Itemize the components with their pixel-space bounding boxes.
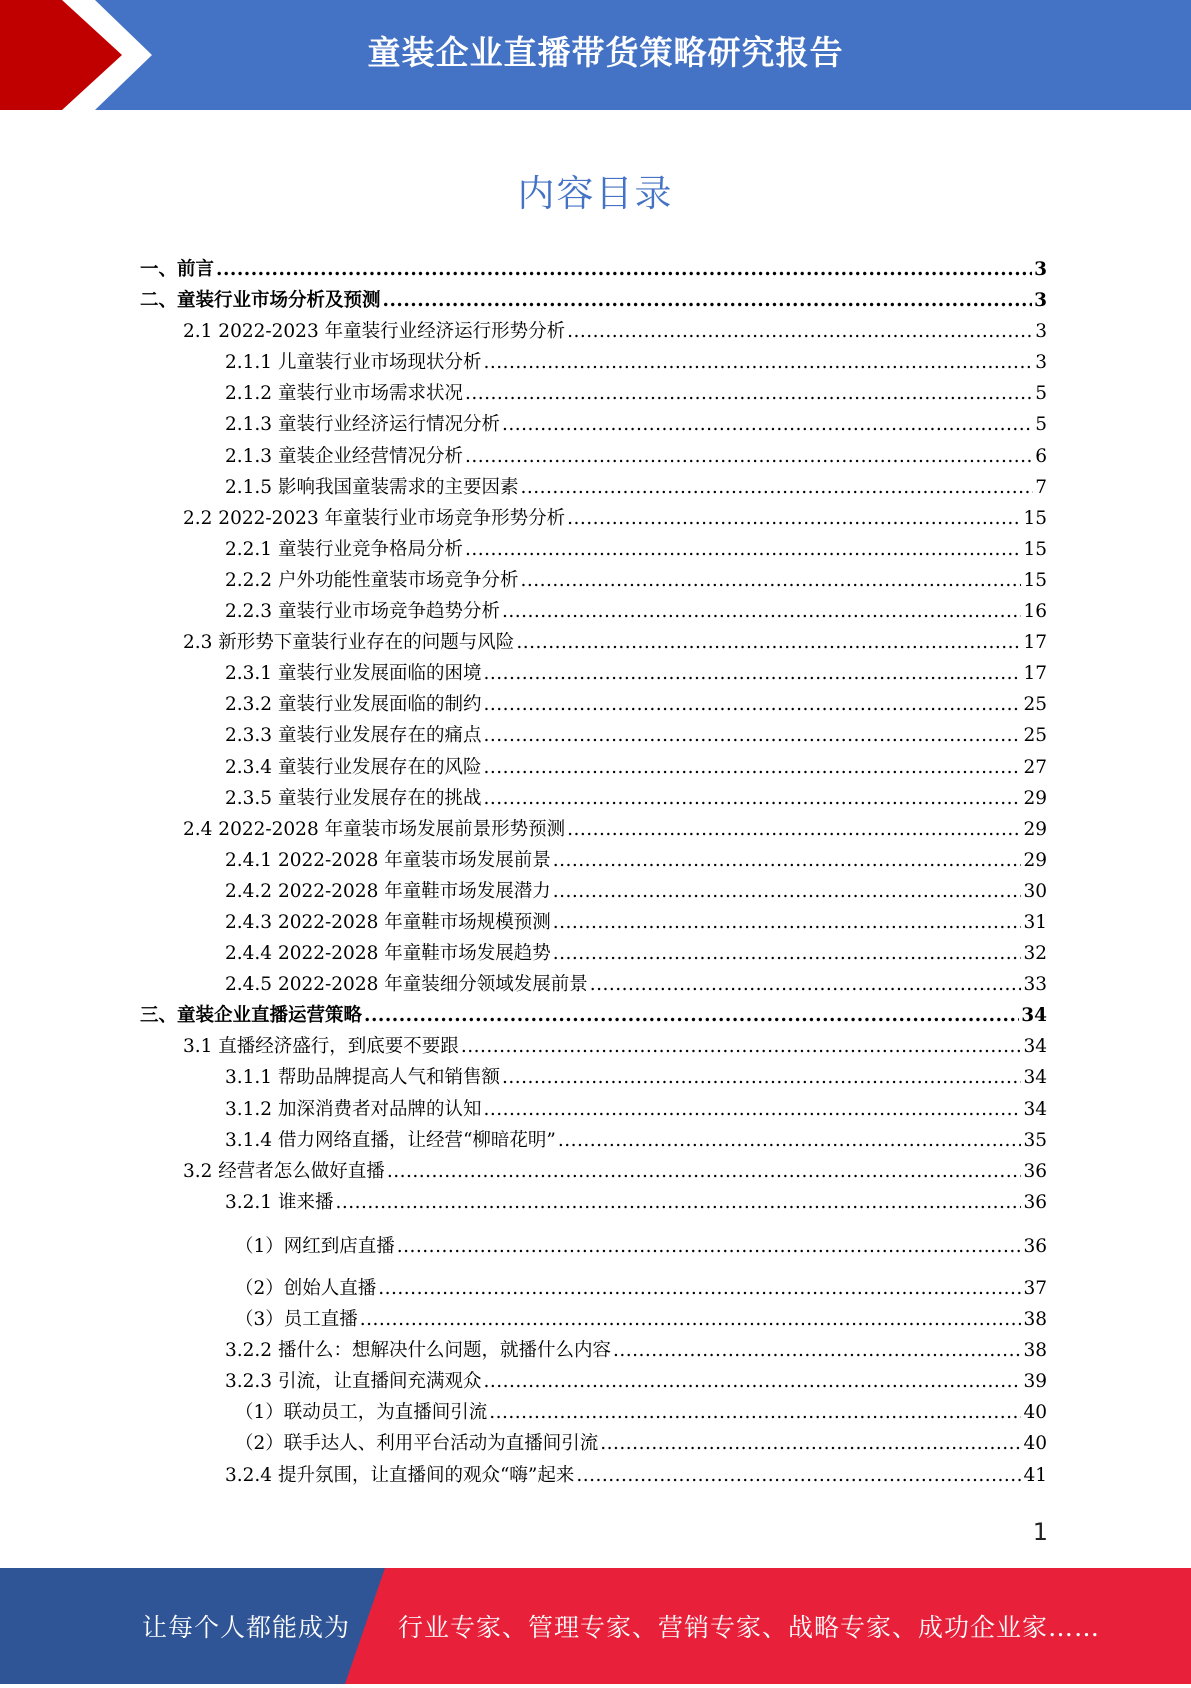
- toc-leader-dots: [483, 352, 1033, 373]
- toc-entry-page: 3: [1034, 259, 1047, 280]
- toc-entry[interactable]: [140, 1232, 1047, 1263]
- toc-entry[interactable]: [140, 970, 1047, 1001]
- toc-entry[interactable]: [140, 348, 1047, 379]
- toc-leader-dots: [483, 788, 1021, 809]
- toc-entry-label: 2.2 2022-2023 年童装行业市场竞争形势分析: [183, 507, 566, 529]
- toc-entry-page: 3: [1034, 290, 1047, 312]
- toc-leader-dots: [567, 819, 1021, 840]
- toc-entry[interactable]: [140, 1336, 1047, 1367]
- table-of-contents: [140, 255, 1047, 1492]
- toc-entry[interactable]: [140, 255, 1047, 286]
- toc-leader-dots: [489, 1402, 1021, 1423]
- toc-entry-label: 3.1 直播经济盛行，到底要不要跟: [183, 1036, 459, 1058]
- toc-entry[interactable]: [140, 1398, 1047, 1429]
- toc-entry[interactable]: [140, 690, 1047, 721]
- toc-entry[interactable]: [140, 877, 1047, 908]
- toc-leader-dots: [461, 1036, 1022, 1057]
- toc-entry-page: 5: [1035, 414, 1047, 436]
- toc-entry-page: 39: [1023, 1371, 1047, 1393]
- toc-leader-dots: [553, 881, 1022, 902]
- toc-leader-dots: [383, 290, 1033, 311]
- toc-entry-label: 2.1.1 儿童装行业市场现状分析: [225, 352, 482, 374]
- toc-leader-dots: [364, 1005, 1019, 1026]
- toc-leader-dots: [553, 912, 1022, 933]
- toc-leader-dots: [553, 850, 1022, 871]
- toc-entry[interactable]: [140, 535, 1047, 566]
- toc-entry-page: 16: [1023, 601, 1047, 623]
- toc-entry-label: 3.1.1 帮助品牌提高人气和销售额: [225, 1067, 500, 1089]
- toc-leader-dots: [335, 1192, 1021, 1213]
- toc-entry-page: 31: [1023, 911, 1047, 933]
- page-header: [0, 0, 1191, 110]
- toc-leader-dots: [360, 1309, 1022, 1330]
- toc-leader-dots: [502, 1067, 1021, 1088]
- toc-entry-page: 29: [1023, 849, 1047, 871]
- toc-leader-dots: [558, 1130, 1022, 1151]
- toc-entry[interactable]: [140, 628, 1047, 659]
- toc-entry[interactable]: [140, 1032, 1047, 1063]
- toc-leader-dots: [216, 259, 1032, 280]
- toc-entry-label: 3.2.2 播什么：想解决什么问题，就播什么内容: [225, 1340, 611, 1362]
- toc-entry[interactable]: [140, 659, 1047, 690]
- toc-entry-label: 一、前言: [140, 259, 215, 280]
- toc-entry[interactable]: [140, 566, 1047, 597]
- toc-leader-dots: [553, 943, 1022, 964]
- toc-entry-label: 2.2.3 童装行业市场竞争趋势分析: [225, 601, 500, 623]
- toc-entry-label: 2.1 2022-2023 年童装行业经济运行形势分析: [183, 321, 566, 343]
- toc-entry-label: 2.1.2 童装行业市场需求状况: [225, 383, 463, 405]
- toc-entry-page: 38: [1023, 1340, 1047, 1362]
- toc-entry-label: 2.4.5 2022-2028 年童装细分领域发展前景: [225, 974, 588, 996]
- header-title: 童装企业直播带货策略研究报告: [367, 33, 844, 72]
- toc-leader-dots: [576, 1465, 1021, 1486]
- toc-entry-label: 2.4 2022-2028 年童装市场发展前景形势预测: [183, 818, 566, 840]
- toc-entry-label: 3.1.4 借力网络直播，让经营“柳暗花明”: [225, 1129, 556, 1151]
- toc-entry[interactable]: [140, 1001, 1047, 1032]
- toc-entry-page: 32: [1023, 943, 1047, 965]
- toc-entry[interactable]: [140, 1305, 1047, 1336]
- toc-entry-label: 2.3.4 童装行业发展存在的风险: [225, 756, 482, 778]
- toc-entry-label: （2）联手达人、利用平台活动为直播间引流: [235, 1433, 599, 1455]
- toc-entry-page: 29: [1023, 787, 1047, 809]
- toc-entry-page: 34: [1023, 1036, 1047, 1058]
- toc-entry-page: 3: [1035, 352, 1047, 374]
- toc-leader-dots: [613, 1340, 1021, 1361]
- toc-entry-label: 3.1.2 加深消费者对品牌的认知: [225, 1098, 482, 1120]
- toc-entry-label: 2.3.2 童装行业发展面临的制约: [225, 694, 482, 716]
- toc-leader-dots: [567, 508, 1021, 529]
- toc-entry-label: 2.4.3 2022-2028 年童鞋市场规模预测: [225, 911, 551, 933]
- toc-entry-label: 3.2.4 提升氛围，让直播间的观众“嗨”起来: [225, 1464, 575, 1486]
- toc-entry-page: 25: [1023, 725, 1047, 747]
- toc-entry-page: 40: [1023, 1402, 1047, 1424]
- toc-entry[interactable]: [140, 410, 1047, 441]
- toc-leader-dots: [483, 694, 1021, 715]
- toc-entry-label: 三、童装企业直播运营策略: [140, 1005, 363, 1027]
- toc-entry-label: （3）员工直播: [235, 1309, 358, 1331]
- toc-entry-page: 36: [1023, 1235, 1047, 1257]
- toc-entry[interactable]: [140, 1157, 1047, 1188]
- toc-entry-page: 29: [1023, 818, 1047, 840]
- toc-entry-page: 33: [1023, 974, 1047, 996]
- toc-entry-label: 2.1.5 影响我国童装需求的主要因素: [225, 476, 519, 498]
- toc-entry-label: 2.4.2 2022-2028 年童鞋市场发展潜力: [225, 880, 551, 902]
- toc-entry-label: 3.2 经营者怎么做好直播: [183, 1160, 385, 1182]
- toc-entry-label: 2.3.3 童装行业发展存在的痛点: [225, 725, 482, 747]
- toc-entry-page: 36: [1023, 1191, 1047, 1213]
- toc-leader-dots: [502, 601, 1021, 622]
- toc-entry[interactable]: [140, 1461, 1047, 1492]
- toc-entry[interactable]: [140, 1367, 1047, 1398]
- toc-entry-label: 2.1.3 童装行业经济运行情况分析: [225, 414, 500, 436]
- toc-entry-page: 40: [1023, 1433, 1047, 1455]
- toc-entry[interactable]: [140, 597, 1047, 628]
- toc-entry-page: 34: [1021, 1005, 1047, 1027]
- toc-leader-dots: [397, 1236, 1022, 1257]
- toc-entry-page: 35: [1023, 1129, 1047, 1151]
- footer-slogan-left: 让每个人都能成为: [142, 1613, 351, 1642]
- toc-leader-dots: [387, 1161, 1022, 1182]
- toc-entry-page: 27: [1023, 756, 1047, 778]
- toc-entry-label: （2）创始人直播: [235, 1278, 377, 1299]
- toc-entry-page: 34: [1023, 1098, 1047, 1120]
- toc-entry-page: 15: [1023, 507, 1047, 529]
- toc-leader-dots: [483, 663, 1021, 684]
- toc-entry-label: 2.3 新形势下童装行业存在的问题与风险: [183, 632, 515, 654]
- toc-entry[interactable]: [140, 504, 1047, 535]
- toc-entry[interactable]: [140, 317, 1047, 348]
- toc-leader-dots: [520, 477, 1033, 498]
- toc-leader-dots: [465, 383, 1033, 404]
- toc-leader-dots: [483, 725, 1021, 746]
- toc-entry-page: 17: [1023, 663, 1047, 685]
- toc-entry-label: 3.2.3 引流，让直播间充满观众: [225, 1371, 482, 1393]
- toc-entry[interactable]: [140, 784, 1047, 815]
- toc-leader-dots: [590, 974, 1022, 995]
- toc-leader-dots: [520, 570, 1021, 591]
- toc-leader-dots: [516, 632, 1021, 653]
- toc-leader-dots: [483, 1099, 1021, 1120]
- toc-entry-label: 2.4.1 2022-2028 年童装市场发展前景: [225, 849, 551, 871]
- toc-entry-label: 2.4.4 2022-2028 年童鞋市场发展趋势: [225, 943, 551, 965]
- page-footer: [0, 1568, 1191, 1684]
- toc-entry[interactable]: [140, 815, 1047, 846]
- toc-heading: 内容目录: [517, 172, 674, 215]
- toc-entry[interactable]: [140, 286, 1047, 317]
- toc-entry-page: 3: [1035, 321, 1047, 343]
- toc-entry-page: 30: [1023, 880, 1047, 902]
- toc-leader-dots: [483, 1371, 1021, 1392]
- toc-entry-label: （1）联动员工，为直播间引流: [235, 1402, 488, 1424]
- toc-entry[interactable]: [140, 1095, 1047, 1126]
- toc-entry[interactable]: [140, 473, 1047, 504]
- toc-leader-dots: [465, 539, 1021, 560]
- toc-entry-label: 2.3.5 童装行业发展存在的挑战: [225, 787, 482, 809]
- toc-entry-page: 15: [1023, 569, 1047, 591]
- toc-entry-label: 2.1.3 童装企业经营情况分析: [225, 445, 463, 467]
- toc-entry-page: 7: [1035, 476, 1047, 498]
- footer-slogan-right: 行业专家、管理专家、营销专家、战略专家、成功企业家……: [398, 1613, 1101, 1642]
- toc-entry-page: 36: [1023, 1160, 1047, 1182]
- toc-entry-page: 15: [1023, 538, 1047, 560]
- toc-leader-dots: [465, 446, 1033, 467]
- toc-entry-label: 二、童装行业市场分析及预测: [140, 290, 381, 312]
- toc-entry[interactable]: [140, 1188, 1047, 1219]
- toc-entry-label: 2.3.1 童装行业发展面临的困境: [225, 663, 482, 685]
- toc-entry[interactable]: [140, 442, 1047, 473]
- toc-entry[interactable]: [140, 379, 1047, 410]
- toc-entry-page: 25: [1023, 694, 1047, 716]
- toc-entry[interactable]: [140, 721, 1047, 752]
- toc-entry[interactable]: [140, 753, 1047, 784]
- toc-entry[interactable]: [140, 1429, 1047, 1460]
- toc-entry[interactable]: [140, 908, 1047, 939]
- toc-entry[interactable]: [140, 1126, 1047, 1157]
- toc-entry-label: 3.2.1 谁来播: [225, 1191, 334, 1213]
- toc-entry-label: 2.2.2 户外功能性童装市场竞争分析: [225, 569, 519, 591]
- toc-entry[interactable]: [140, 1274, 1047, 1305]
- toc-leader-dots: [483, 757, 1021, 778]
- toc-entry-label: 2.2.1 童装行业竞争格局分析: [225, 538, 463, 560]
- toc-leader-dots: [502, 414, 1033, 435]
- toc-entry[interactable]: [140, 1063, 1047, 1094]
- toc-leader-dots: [600, 1433, 1021, 1454]
- toc-entry-page: 38: [1023, 1309, 1047, 1331]
- toc-entry[interactable]: [140, 939, 1047, 970]
- toc-entry-page: 41: [1023, 1464, 1047, 1486]
- page-number: 1: [1032, 1518, 1048, 1546]
- toc-entry-label: （1）网红到店直播: [235, 1235, 395, 1257]
- toc-entry-page: 5: [1035, 383, 1047, 405]
- toc-entry-page: 37: [1023, 1278, 1047, 1299]
- toc-leader-dots: [567, 321, 1033, 342]
- toc-entry-page: 6: [1035, 445, 1047, 467]
- toc-entry[interactable]: [140, 846, 1047, 877]
- toc-entry-page: 34: [1023, 1067, 1047, 1089]
- toc-entry-page: 17: [1023, 632, 1047, 654]
- toc-leader-dots: [378, 1278, 1021, 1299]
